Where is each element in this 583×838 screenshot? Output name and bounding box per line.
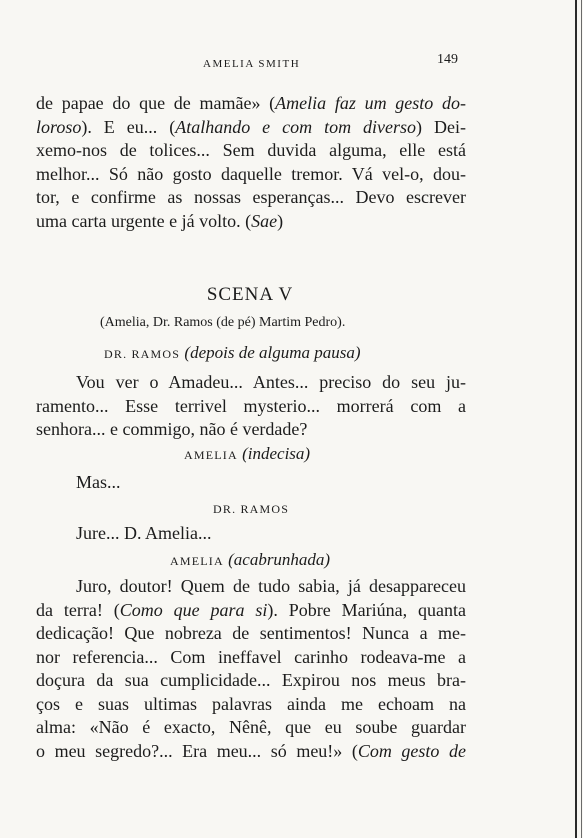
paragraph-1 <box>36 92 466 233</box>
text-line: dedicação! Que nobreza de sentimentos! Nunca a me- <box>36 623 466 643</box>
text-line: o meu segredo?... Era meu... só meu!» (Com gesto de <box>36 740 466 761</box>
text-line: ços e suas ultimas palavras ainda me echoam na <box>36 693 466 714</box>
text-line: Jure... D. Amelia... <box>76 523 212 543</box>
page-number: 149 <box>437 52 458 67</box>
text-line: de papae do que de mamãe» (Amelia faz um gesto do- <box>36 93 466 113</box>
speaker-name: AMELIA <box>184 448 238 462</box>
text-line: alma: «Não é exacto, Nênê, que eu soube guardar <box>36 717 466 737</box>
running-title: AMELIA SMITH <box>203 58 301 70</box>
stage-direction: (acabrunhada) <box>228 550 331 569</box>
text-line: melhor... Só não gosto daquelle tremor. Vá vel-o, dou- <box>36 163 466 184</box>
speaker-name: DR. RAMOS <box>213 502 290 516</box>
stage-direction: (depois de alguma pausa) <box>184 343 361 362</box>
text-line: da terra! (Como que para si). Pobre Mariúna, quanta <box>36 599 466 620</box>
text-line: loroso). E eu... (Atalhando e com tom diverso) Dei- <box>36 116 466 137</box>
speech-4 <box>36 575 466 763</box>
text-line: xemo-nos de tolices... Sem duvida alguma, elle está <box>36 140 466 160</box>
speaker-heading <box>213 498 289 518</box>
speech-1 <box>36 371 466 442</box>
text-line: tor, e confirme as nossas esperanças... Devo escrever <box>36 187 466 207</box>
speaker-heading <box>170 550 330 570</box>
text-line: senhora... e commigo, não é verdade? <box>36 419 308 439</box>
text-line: Vou ver o Amadeu... Antes... preciso do seu ju- <box>76 372 466 392</box>
text-line: Juro, doutor! Quem de tudo sabia, já desappareceu <box>76 576 466 596</box>
page-edge <box>575 0 577 838</box>
speaker-heading <box>104 343 361 363</box>
cast-list: (Amelia, Dr. Ramos (de pé) Martim Pedro). <box>100 315 346 330</box>
stage-direction: (indecisa) <box>242 444 311 463</box>
text-line: doçura da sua cumplicidade... Expirou nos meus bra- <box>36 670 466 690</box>
page-edge-shadow <box>581 0 582 838</box>
text-line: uma carta urgente e já volto. (Sae) <box>36 210 284 231</box>
speech-2 <box>76 471 121 495</box>
speaker-name: AMELIA <box>170 554 224 568</box>
speaker-name: DR. RAMOS <box>104 347 181 361</box>
speech-3 <box>76 522 211 546</box>
scene-title: SCENA V <box>206 284 294 305</box>
text-line: Mas... <box>76 472 121 492</box>
text-line: nor referencia... Com ineffavel carinho rodeava-me a <box>36 646 466 667</box>
text-line: ramento... Esse terrivel mysterio... morrerá com a <box>36 395 466 416</box>
speaker-heading <box>184 444 310 464</box>
